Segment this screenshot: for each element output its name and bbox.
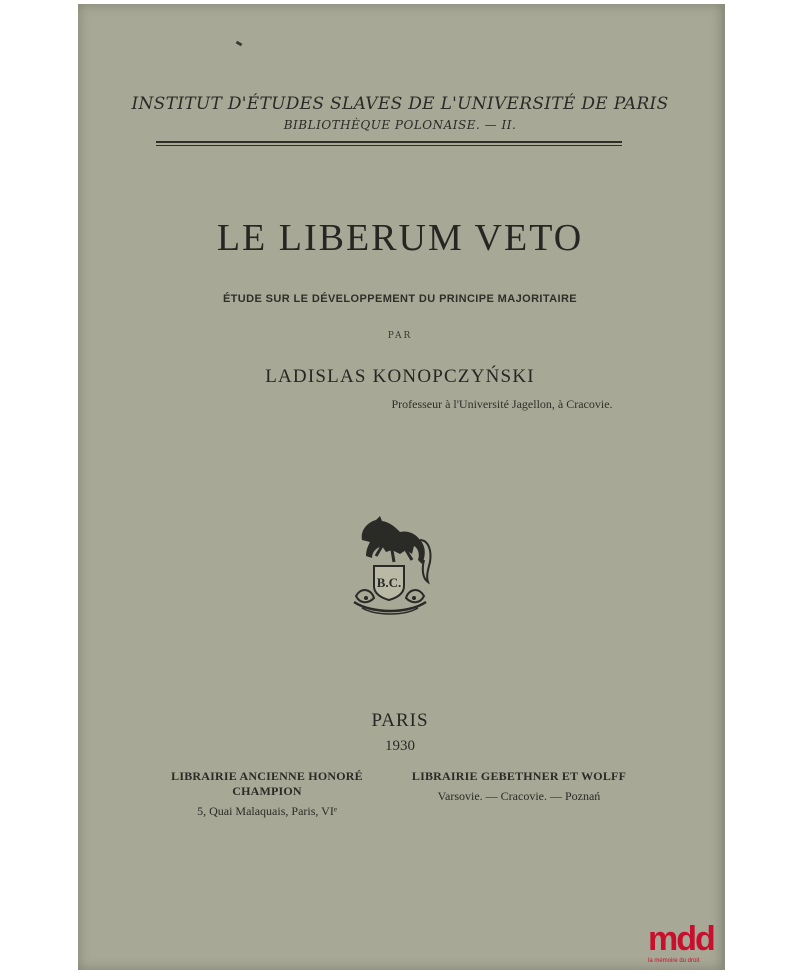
mdd-logo <box>648 922 724 972</box>
header-rule-thin <box>156 145 622 146</box>
author-name: LADISLAS KONOPCZYŃSKI <box>265 366 535 387</box>
publisher-champion <box>142 769 392 819</box>
book-title: LE LIBERUM VETO <box>216 217 584 259</box>
imprint-city: PARIS <box>371 710 429 731</box>
book-subtitle: ÉTUDE SUR LE DÉVELOPPEMENT DU PRINCIPE MAJORITAIRE <box>222 293 578 305</box>
emblem-initials: B.C. <box>376 575 402 590</box>
cover-blemish <box>236 41 243 47</box>
author-role: Professeur à l'Université Jagellon, à Cracovie. <box>391 397 613 411</box>
collection-line: BIBLIOTHÈQUE POLONAISE. — II. <box>283 118 517 132</box>
logo-tagline: la mémoire du droit <box>648 958 700 964</box>
publisher-gebethner <box>404 769 634 804</box>
publisher-address: 5, Quai Malaquais, Paris, VIᵉ <box>197 804 337 818</box>
imprint-year: 1930 <box>385 738 415 754</box>
publisher-name: LIBRAIRIE ANCIENNE HONORÉ CHAMPION <box>171 769 363 798</box>
book-cover <box>78 4 725 970</box>
publisher-name: LIBRAIRIE GEBETHNER ET WOLFF <box>411 769 627 783</box>
horse-crest-icon <box>342 510 438 618</box>
institut-line: INSTITUT D'ÉTUDES SLAVES DE L'UNIVERSITÉ DE PARIS <box>131 94 669 114</box>
par-label: PAR <box>387 331 413 341</box>
header-rule-thick <box>156 141 622 143</box>
logo-text: mdd <box>648 920 714 958</box>
publisher-address: Varsovie. — Cracovie. — Poznań <box>437 789 601 803</box>
